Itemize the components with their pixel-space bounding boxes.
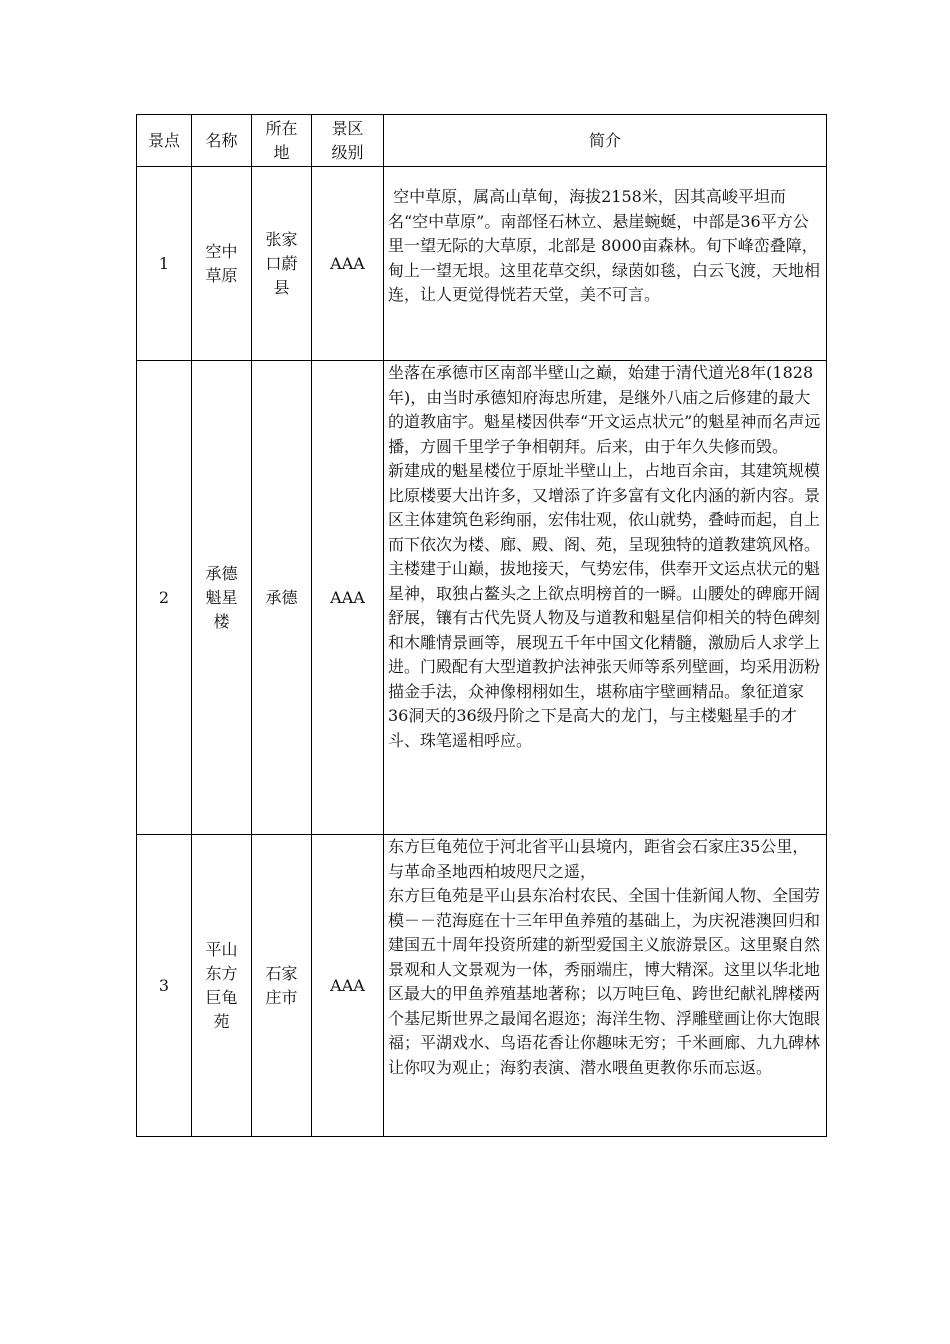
header-spot: 景点 [137,115,192,167]
row-location: 张家口蔚县 [252,167,312,361]
intro-paragraph: 新建成的魁星楼位于原址半壁山上，占地百余亩，其建筑规模比原楼要大出许多，又增添了许多富有文化内涵的新内容。景区主体建筑色彩绚丽，宏伟壮观，依山就势，叠峙而起，自上而下依次为楼、廊、殿、阁、苑，呈现独特的道教建筑风格。主楼建于山巅，拔地接天，气势宏伟，供奉开文运点状元的魁星神，取独占鳌头之上欲点明榜首的一瞬。山腰处的碑廊开阔舒展，镶有古代先贤人物及与道教和魁星信仰相关的特色碑刻和木雕情景画等，展现五千年中国文化精髓，激励后人求学上进。门殿配有大型道教护法神张天师等系列壁画，均采用沥粉描金手法，众神像栩栩如生，堪称庙宇壁画精品。象征道家36洞天的36级丹阶之下是高大的龙门，与主楼魁星手的才斗、珠笔遥相呼应。 [388,461,821,750]
row-location: 石家庄市 [252,835,312,1137]
intro-paragraph: 东方巨龟苑是平山县东冶村农民、全国十佳新闻人物、全国劳模－－范海庭在十三年甲鱼养殖的基础上，为庆祝港澳回归和建国五十周年投资所建的新型爱国主义旅游景区。这里聚自然景观和人文景观为一体，秀丽端庄，博大精深。这里以华北地区最大的甲鱼养殖基地著称；以万吨巨龟、跨世纪献礼牌楼两个基尼斯世界之最闻名遐迩；海洋生物、浮雕壁画让你大饱眼福；平湖戏水、鸟语花香让你趣味无穷；千米画廊、九九碑林让你叹为观止；海豹表演、潜水喂鱼更教你乐而忘返。 [388,886,821,1077]
scenic-spots-table [136,114,827,1137]
row-name: 平山东方巨龟苑 [192,835,252,1137]
header-level: 景区级别 [312,115,384,167]
header-name: 名称 [192,115,252,167]
table-row [137,361,827,835]
row-location: 承德 [252,361,312,835]
row-level: AAA [312,361,384,835]
table-row [137,167,827,361]
intro-paragraph: 坐落在承德市区南部半壁山之巅，始建于清代道光8年(1828年)，由当时承德知府海忠所建，是继外八庙之后修建的最大的道教庙宇。魁星楼因供奉“开文运点状元”的魁星神而名声远播，方圆千里学子争相朝拜。后来，由于年久失修而毁。 [388,363,821,456]
header-row [137,115,827,167]
row-name: 空中草原 [192,167,252,361]
row-level: AAA [312,835,384,1137]
intro-paragraph: 空中草原，属高山草甸，海拔2158米，因其高峻平坦而名“空中草原”。南部怪石林立、悬崖蜿蜒，中部是36平方公里一望无际的大草原，北部是 8000亩森林。旬下峰峦叠障，甸上一望无垠。这里花草交织，绿茵如毯，白云飞渡，天地相连，让人更觉得恍若天堂，美不可言。 [388,187,821,304]
header-intro: 简介 [384,115,827,167]
intro-paragraph: 东方巨龟苑位于河北省平山县境内，距省会石家庄35公里，与革命圣地西柏坡咫尺之遥， [388,837,809,881]
row-intro [384,167,827,361]
header-location: 所在地 [252,115,312,167]
row-index: 2 [137,361,192,835]
row-intro [384,361,827,835]
row-level: AAA [312,167,384,361]
row-index: 3 [137,835,192,1137]
table-row [137,835,827,1137]
row-name: 承德魁星楼 [192,361,252,835]
row-intro [384,835,827,1137]
row-index: 1 [137,167,192,361]
